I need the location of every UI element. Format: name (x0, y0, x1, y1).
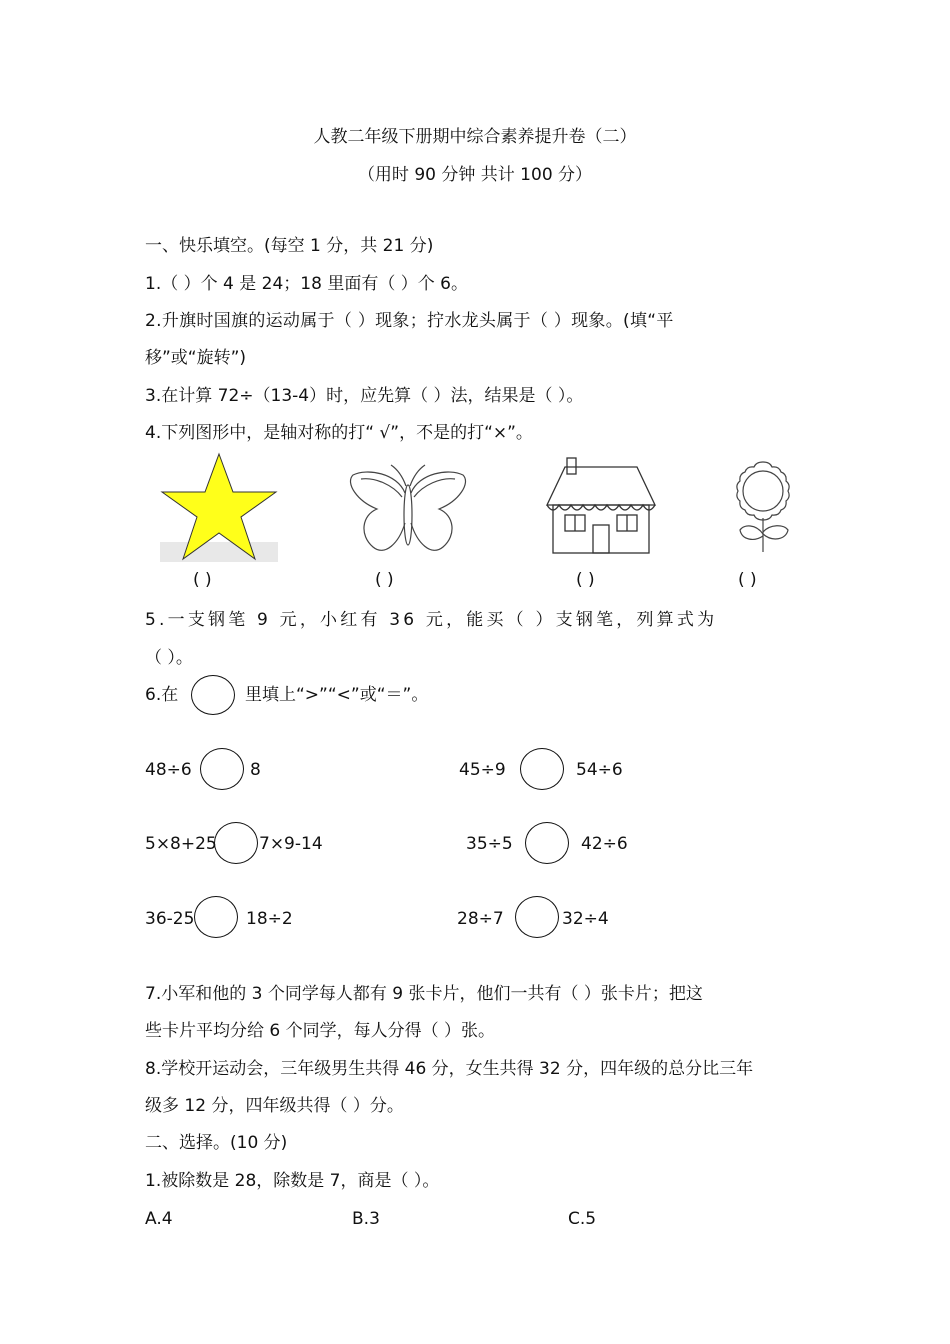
flower-figure (728, 460, 798, 554)
compare-circle[interactable] (515, 896, 559, 938)
house-icon (545, 457, 657, 555)
q4-blank-star[interactable]: ( ) (193, 570, 212, 590)
page-title: 人教二年级下册期中综合素养提升卷（二） (313, 127, 637, 147)
compare-right: 7×9-14 (259, 834, 323, 854)
compare-right: 32÷4 (562, 909, 609, 929)
compare-circle[interactable] (214, 822, 258, 864)
question-1-8-line2: 级多 12 分，四年级共得（ ）分。 (145, 1096, 404, 1116)
compare-right: 18÷2 (246, 909, 293, 929)
compare-left: 35÷5 (466, 834, 513, 854)
house-figure (545, 457, 657, 555)
option-c[interactable]: C.5 (568, 1209, 597, 1229)
question-1-5-line1: 5.一支钢笔 9 元，小红有 36 元，能买（ ）支钢笔，列算式为 (145, 610, 718, 630)
butterfly-icon (347, 463, 469, 559)
question-1-6-prefix: 6.在 (145, 685, 179, 705)
option-b[interactable]: B.3 (352, 1209, 380, 1229)
section1-heading: 一、快乐填空。(每空 1 分，共 21 分) (145, 236, 434, 256)
section2-heading: 二、选择。(10 分) (145, 1133, 288, 1153)
compare-right: 8 (250, 760, 261, 780)
compare-circle[interactable] (520, 748, 564, 790)
compare-right: 54÷6 (576, 760, 623, 780)
compare-right: 42÷6 (581, 834, 628, 854)
question-1-1: 1.（ ）个 4 是 24；18 里面有（ ）个 6。 (145, 274, 468, 294)
compare-left: 36-25 (145, 909, 195, 929)
star-icon (160, 452, 278, 562)
question-1-5-line2: （ ）。 (145, 648, 193, 668)
question-1-3: 3.在计算 72÷（13-4）时，应先算（ ）法，结果是（ ）。 (145, 386, 584, 406)
butterfly-figure (347, 463, 469, 559)
compare-left: 5×8+25 (145, 834, 217, 854)
q6-example-circle (191, 675, 235, 715)
compare-left: 45÷9 (459, 760, 506, 780)
flower-icon (728, 460, 798, 554)
question-1-6-instruction: 里填上“>”“<”或“＝”。 (245, 685, 429, 705)
question-1-2-line1: 2.升旗时国旗的运动属于（ ）现象；拧水龙头属于（ ）现象。(填“平 (145, 311, 674, 331)
q4-blank-flower[interactable]: ( ) (738, 570, 757, 590)
star-figure (160, 452, 278, 562)
compare-circle[interactable] (200, 748, 244, 790)
q4-blank-butterfly[interactable]: ( ) (375, 570, 394, 590)
compare-left: 28÷7 (457, 909, 504, 929)
option-a[interactable]: A.4 (145, 1209, 173, 1229)
compare-left: 48÷6 (145, 760, 192, 780)
question-1-8-line1: 8.学校开运动会，三年级男生共得 46 分，女生共得 32 分，四年级的总分比三年 (145, 1059, 754, 1079)
page-subtitle: （用时 90 分钟 共计 100 分） (357, 165, 593, 185)
question-2-1: 1.被除数是 28，除数是 7，商是（ ）。 (145, 1171, 440, 1191)
question-1-2-line2: 移”或“旋转”) (145, 348, 247, 368)
compare-circle[interactable] (194, 896, 238, 938)
q4-blank-house[interactable]: ( ) (576, 570, 595, 590)
question-1-7-line2: 些卡片平均分给 6 个同学，每人分得（ ）张。 (145, 1021, 496, 1041)
compare-circle[interactable] (525, 822, 569, 864)
question-1-4: 4.下列图形中，是轴对称的打“ √”，不是的打“×”。 (145, 423, 533, 443)
question-1-7-line1: 7.小军和他的 3 个同学每人都有 9 张卡片，他们一共有（ ）张卡片；把这 (145, 984, 703, 1004)
